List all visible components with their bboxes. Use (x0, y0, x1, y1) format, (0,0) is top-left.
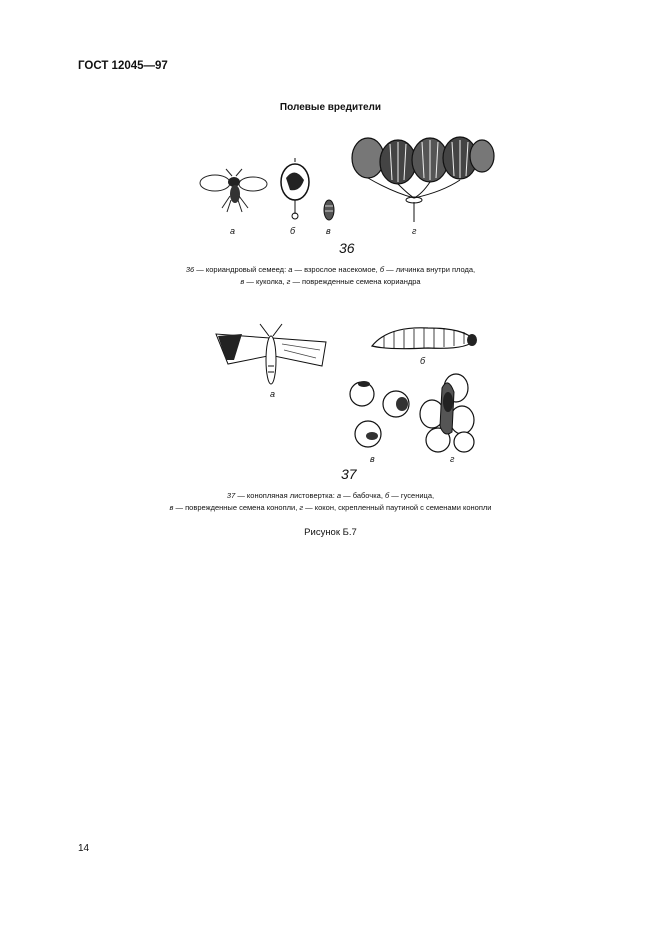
figure37-caption-line1: 37 — конопляная листовертка: а — бабочка, б — гусеница, (226, 491, 435, 500)
figure37-number: 37 (341, 466, 357, 482)
section-title: Полевые вредители (279, 102, 382, 113)
figure37-cocoon-with-seeds-drawing (418, 372, 478, 454)
figure37-caption-line2: в — поврежденные семена конопли, г — кокон, скрепленный паутиной с семенами конопли (169, 503, 492, 512)
document-code: ГОСТ 12045—97 (78, 60, 168, 72)
figure37-moth-drawing (212, 320, 330, 388)
figure36-number: 36 (339, 240, 355, 256)
figure37-letter-b: б (420, 356, 426, 366)
figure37-letter-g: г (450, 454, 455, 464)
figure36-adult-insect-drawing (198, 168, 270, 216)
figure37-letter-v: в (370, 454, 375, 464)
figure-caption: Рисунок Б.7 (304, 527, 357, 538)
figure37-caterpillar-drawing (368, 320, 478, 356)
figure36-caption (0, 264, 661, 288)
figure36-larva-in-fruit-drawing (278, 158, 312, 220)
figure36-letter-a: а (230, 226, 236, 236)
figure37-caption (0, 490, 661, 514)
figure36-pupa-drawing (322, 198, 336, 222)
figure37-letter-a: а (270, 389, 276, 399)
figure37-damaged-seeds-drawing (348, 374, 414, 448)
figure36-letter-b: б (290, 226, 296, 236)
figure36-caption-line1: 36 — кориандровый семеед: а — взрослое насекомое, б — личинка внутри плода, (185, 265, 476, 274)
figure36-damaged-seeds-drawing (348, 132, 496, 224)
page-number: 14 (78, 843, 90, 854)
figure36-letter-g: г (412, 226, 417, 236)
figure36-caption-line2: в — куколка, г — поврежденные семена кориандра (240, 277, 421, 286)
figure36-letter-v: в (326, 226, 331, 236)
